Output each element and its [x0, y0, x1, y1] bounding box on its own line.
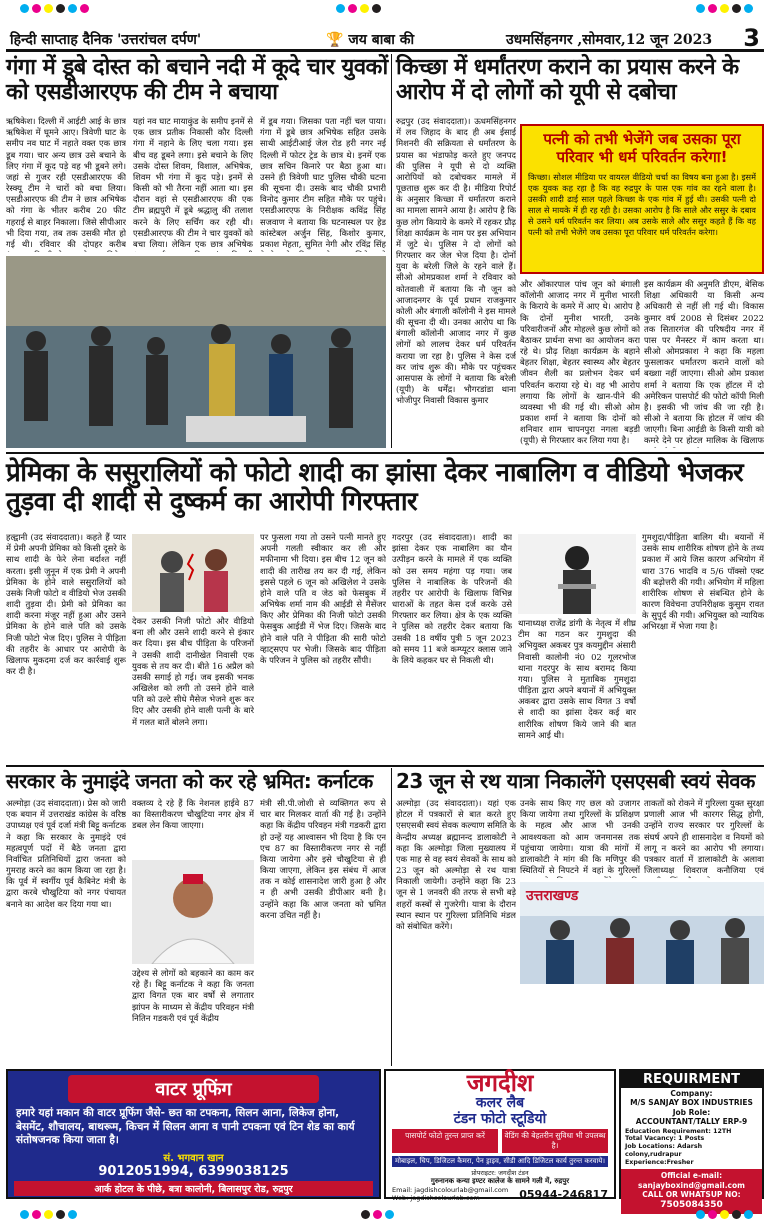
story3-col3: पर फुसला गया तो उसने पत्नी मानते हुए अपनी गलती स्वीकार कर ली और मफीनामा भी दिया। इस बीच 12 जून को शादी की तारीख तय कर दी गई, लेकिन इससे पहले 6 जून को अखिलेश ने उसके होने वाले पति व जेठ को फेसबुक में अभिषेक शर्मा नाम की आईडी से मैसेंजर किए और प्रेमिका की निजी फोटो उसकी फेसबुक आईडी में भेज दिए। जिसके बाद होने वाले पति ने पीड़िता की सारी फोटो व्हाट्सएप पर भेजी। जिसके बाद पीड़िता के परिजन ने पुलिस को तहरीर सौंपी। [260, 532, 386, 665]
job-requirement-ad [619, 1069, 764, 1211]
job-email-label: Official e-mail: [660, 1170, 723, 1180]
story5-press-photo [520, 882, 764, 984]
job-vacancy: Total Vacancy: 1 Posts [625, 1135, 705, 1143]
colour-lab-ad [384, 1069, 616, 1203]
registration-dots-bottom-right [696, 1210, 753, 1219]
arrest-illustration [518, 534, 636, 614]
job-role-label: Job Role: [672, 1107, 711, 1117]
water-ad-body: हमारे यहां मकान की वाटर प्रूफिंग जैसे- छत का टपकना, सिलन आना, लिकेज होना, बेसमेंट, शौचालय, बाथरूम, किचन में सिलन आना व पानी टपकना एवं टिन शेड का कार्य संतोषजनक किया जाता है। [16, 1107, 355, 1147]
newspaper-page [6, 4, 764, 1222]
story3-headline: प्रेमिका के ससुरालियों को फोटो शादी का झांसा देकर नाबालिग व वीडियो भेजकर तुड़वा दी शादी से दुष्कर्म का आरोपी गिरफ्तार [6, 458, 744, 518]
job-location: Job Locations: Adarsh colony,rudrapur [625, 1143, 703, 1159]
registration-dots-bottom-left [20, 1210, 77, 1219]
lab-web: Web: jagdishcolourlab.com [392, 1194, 480, 1203]
job-call-label: CALL OR WHATSUP NO: [642, 1190, 741, 1200]
story3-col6: गुमशुदा/पीड़िता बालिग थी। बयानों में उसके साथ शारीरिक शोषण होने के तथ्य प्रकाश में आये जिस कारण अभियोग में धारा 376 भादवि व 5/6 पॉक्सो एक्ट की बढ़ोत्तरी की गयी। अभियोग में महिला शारीरिक शोषण से संबन्धित होने के कारण विवेचना उपनिरीक्षक कुसुम रावत के सुपुर्द की गयी। अभियुक्त को न्यायिक अभिरक्षा में भेजा गया है। [642, 532, 764, 632]
registration-dots-right [696, 4, 753, 13]
job-company-label: Company: [670, 1089, 713, 1098]
job-education: Education Requirement: 12TH [625, 1127, 732, 1135]
broken-heart-illustration [132, 534, 254, 612]
story4-col2b: उद्देश्य से लोगों को बहकाने का काम कर रहे हैं। बिट्टू कर्नाटक ने कहा कि जनता द्वारा विगत एक बार वर्षों से लगातार झांपन के माध्यम से केंद्रीय परिवहन मंत्री नितिन गडकरी एवं पूर्व केंद्रीय [132, 968, 254, 1023]
lab-services: मोबाइल, चिप, डिजिटल कैमरा, पेन ड्राइव, सीडी आदि डिजिटल कार्य तुरन्त करवाये। [392, 1156, 608, 1167]
story1-col3: में डूब गया। जिसका पता नहीं चल पाया। गंगा में डूबे छात्र अभिषेक सहित उसके साथी आईटीआई जेल रोड हरी नगर नई दिल्ली में फोटर ट्रेड के छात्र थे। इनमें एक छात्र सचिन किनारे पर बैठा हुआ था। उसने ही त्रिवेणी घाट पुलिस चौकी घटना की सूचना दी। उसके बाद चौकी प्रभारी विनोद कुमार टीम सहित मौके पर पहुंचे। एसडीआरएफ के निरीक्षक कविंद्र सिंह सजवाण ने बताया कि घटनास्थल पर हेड कांस्टेबल अर्जुन सिंह, किशोर कुमार, प्रकाश मेहता, सुमित नेगी और रविंद्र सिंह [260, 116, 386, 249]
story2-headline: किच्छा में धर्मांतरण कराने का प्रयास करने के आरोप में दो लोगों को यूपी से दबोचा [396, 55, 739, 105]
story3-col1: हल्द्वानी (उद संवाददाता)। कहते हैं प्यार में प्रेमी अपनी प्रेमिका को किसी दूसरे के साथ शादी के फेरे लेना बर्दाश्त नहीं करता। इसी जुनून में एक प्रेमी ने अपनी प्रेमिका के होने वाले ससुरालियों को उसके निजी फोटो व वीडियो भेज उसकी शादी तुड़वा दी। प्रेमी को प्रेमिका का शादी करना मंजूर नहीं हुआ और उसने प्रेमिका के होने वाले पति को उसके निजी फोटो भेज दिए। पुलिस ने पीड़िता की तहरीर के आधार पर आरोपी के खिलाफ मुकदमा दर्ज कर कार्रवाई शुरू कर दी है। [6, 532, 126, 677]
story3-arrest-photo [518, 534, 636, 614]
story2-pull-quote: पत्नी को तभी भेजेंगे जब उसका पूरा परिवार भी धर्म परिवर्तन करेगा! [543, 130, 741, 166]
story2-box-text: किच्छा। सोशल मीडिया पर वायरल वीडियो चर्चा का विषय बना हुआ है। इसमें एक युवक कह रहा है कि वह रुद्रपुर के पास एक गांव का रहने वाला है। उसकी शादी ढाई साल पहले किच्छा के एक गांव में हुई थी। उसकी पत्नी दो साल से मायके में ही रह रही है। उसका आरोप है कि साले और ससुर के दबाव से उसने धर्म परिवर्तन कर लिया। अब उसके साले और ससुर कहते हैं कि वह पत्नी को तभी भेजेंगे जब उसका पूरा परिवार धर्म परिवर्तन करेगा। [528, 172, 756, 237]
job-email: sanjayboxind@gmail.com [638, 1180, 745, 1190]
story3-col4: गदरपुर (उद संवाददाता)। शादी का झांसा देकर एक नाबालिग का यौन उत्पीड़न करने के मामले में एक व्यक्ति को उस समय महंगा पड़ गया। जब पुलिस ने नाबालिक के परिजनों की तहरीर पर आरोपी के खिलाफ विभिन्न धाराओं के तहत केस दर्ज करके उसे गिरफ्तार कर लिया। क्षेत्र के एक व्यक्ति ने पुलिस को तहरीर देकर बताया कि उसकी 18 वर्षीय पुत्री 5 जून 2023 को समय 11 बजे कम्प्यूटर क्लास जाने के लिये कहकर घर से निकली थी। [392, 532, 512, 665]
column-rule [391, 768, 392, 1066]
story2-highlight-box [520, 124, 764, 274]
column-rule [391, 54, 392, 448]
lab-ad-subtitle: कलर लैब [475, 1095, 525, 1112]
water-ad-address: आर्क होटल के पीछे, बत्रा कालोनी, बिलासपुर रोड, रुद्रपुर [14, 1181, 373, 1196]
registration-dots-left [20, 4, 89, 13]
water-ad-phones: 9012051994, 6399038125 [98, 1163, 289, 1179]
registration-dots-bottom-center [361, 1210, 394, 1219]
job-company: M/S SANJAY BOX INDUSTRIES [630, 1098, 753, 1108]
story5-headline: 23 जून से रथ यात्रा निकालेंगे एसएसबी स्वयं सेवक [396, 769, 755, 793]
masthead [6, 24, 764, 52]
story2-col2: और ओंकारपाल पांच जून को बंगाली कॉलोनी आजाद नगर में मुनीश भारती के किराये के कमरे में आए थे। आरोप है कि दोनों मुनीश भारती, उनके परिवारीजनों और मोहल्ले कुछ लोगों को बैठाकर प्रार्थना सभा का आयोजन करा रहे थे। प्रौढ़ शिक्षा कार्यक्रम के बहाने बेहतर शिक्षा, बेहतर स्वास्थ्य और बेहतर जीवन शैली का प्रलोभन देकर धर्म परिवर्तन कराया रहे थे। वह भी आरोप लगाया कि लोगों के खान-पीने की व्यवस्था भी की गई थी। सीओ ओम प्रकाश शर्मा ने बताया कि दोनों को शनिवार शाम चापनपुरा नगला बड़डी (यूपी) से गिरफ्तार कर लिया गया है। [520, 279, 640, 446]
lab-sub-caption: प्रोपराइटर: जगदीश टंडन [471, 1168, 529, 1177]
water-ad-title: वाटर प्रूफिंग [68, 1075, 319, 1103]
story5-col3: ताकतों को रोकने में गुरिल्ला युक्त सुरक्षा प्रणाली आज भी कारगर सिद्ध होगी, उन्होंने राज्य सरकार पर गुरिल्लों के संघर्ष अपने ही शासनादेश व नियमों को लागू न करने का आरोप भी लगाया। पत्रकार वार्ता में डालाकोटी के अलावा जिलाध्यक्ष शिवराज कनौजिया एवं [644, 798, 764, 876]
story1-headline: गंगा में डूबे दोस्त को बचाने नदी में कूदे चार युवकों को एसडीआरएफ की टीम ने बचाया [6, 55, 388, 105]
story2-col1: रुद्रपुर (उद संवाददाता)। ऊधमसिंहनगर में लव जिहाद के बाद ही अब ईसाई मिशनरी की सक्रियता से धर्मांतरण के प्रयास का भंडाफोड़ करते हुए जनपद की पुलिस ने यूपी से दो व्यक्ति आरोपियों को दबोचकर मामले में पूछताछ शुरू कर दी है। मीडिया रिपोर्ट के अनुसार किच्छा में धर्मांतरण कराने का मामला सामने आया है। आरोप है कि कुछ लोग कियाये के कमरे में रहकर प्रौढ़ शिक्षा कार्यक्रम के नाम पर इस अभियान में जुटे थे। पुलिस ने दो लोगों को गिरफ्तार कर जेल भेज दिया है। दोनों युवा के बरेली जिले के रहने वाले हैं। सीओ ओमप्रकाश शर्मा ने रविवार को कोतवाली में बताया कि नौ जून को आजादनगर के पूर्व प्रधान राजकुमार कोली और बंगाली कॉलोनी ने इस मामले की सूचना दी थी। उनका आरोप था कि बंगाली कॉलोनी आजाद नगर में कुछ लोगों को लालच देकर धर्म परिवर्तन कराया जा रहा है। पुलिस ने केस दर्ज कर जांच शुरू की। मौके पर पहुंचकर आसपास के लोगों ने बताया कि बरेली (यूपी) के धर्मेंद्र। भौगरडांडा थाना भोजीपुर निवासी विकास कुमार [396, 116, 516, 406]
job-role: ACCOUNTANT/TALLY ERP-9 [635, 1117, 748, 1127]
story3-col2: देकर उसकी निजी फोटो और वीडियो बना ली और उसने शादी करने से इंकार कर दिया। इस बीच पीड़िता के परिजनों ने उसकी शादी दानीखेत निवासी एक युवक से तय कर दी। बीते 16 अप्रैल को उसकी सगाई हो गई। जब इसकी भनक अखिलेश को लगी तो उसने होने वाले पति को उल्टे सीधे मैसेज भेजने शुरू कर दिए और उसकी होने वाली पत्नी के बारे में गलत बातें बोलने लगा। [132, 616, 254, 727]
story4-col1: अल्मोड़ा (उद संवाददाता)। प्रेस को जारी एक बयान में उत्तराखंड कांग्रेस के वरिष्ठ उपाध्यक्ष एवं पूर्व दर्जा मंत्री बिट्टू कर्नाटक ने कहा कि सरकार के नुमाइंदे एवं महत्वपूर्ण पदों में बैठे जनता द्वारा निर्वाचित प्रतिनिधियों द्वारा जनता को गुमराह करने का काम किया जा रहा है। कि पूर्व में स्वर्गीय पूर्व कैबिनेट मंत्री के द्वारा करबे चौखुटिया को नगर पंचायत बनाने का आदेश कर दिया गया था। [6, 798, 126, 909]
job-experience: Experience:Fresher [625, 1158, 694, 1166]
story1-rescue-photo [6, 256, 386, 448]
story1-col1: ऋषिकेश। दिल्ली में आईटी आई के छात्र ऋषिकेश में घूमने आए। त्रिवेणी घाट के समीप नव घाट में नहाते वक्त एक छात्र डूब गया। चार अन्य छात्र उसे बचाने के लिए गंगा में कूद पड़े वह भी डूबने लगे। जहां से गुजर रही एसडीआरएफ की रेस्क्यू टीम ने चारों को बचा लिया। एसडीआरएफ की टीम ने छात्र अभिषेक को गंगा के भीतर करीब 20 फीट गहराई से बाहर निकाला। जिसे सीपीआर भी दिया गया, तब तक उसकी मौत हो गई थी। रविवार की दोपहर करीब [6, 116, 126, 249]
lab-phone: 05944-246817 [519, 1187, 608, 1201]
lab-offer-wedding: वेडिंग की बेहतरीन सुविधा भी उपलब्ध है। [502, 1129, 608, 1153]
paper-name: हिन्दी साप्ताह दैनिक 'उत्तरांचल दर्पण' [10, 32, 202, 48]
section-rule [6, 452, 764, 454]
lab-address: गुरुनानक कन्या इण्टर कालेज के सामने गली में, रुद्रपुर [430, 1176, 570, 1185]
story4-col3: मंत्री सी.पी.जोशी से व्यक्तिगत रूप से चार बार मिलकर वार्ता की गई है। उन्होंने कहा कि केंद्रीय परिवहन मंत्री गडकरी द्वारा हो उन्हें यह आश्वासन भी दिया है कि एन एच 87 का विस्तारीकरण नगर से नहीं किया जायेगा और इसे चौखुटिया से ही किया जाएगा, लेकिन इस संबंध में आज तक न कोई शासनादेश जारी हुआ है और न ही अभी उसकी डीपीआर बनी है। उन्होंने कहा कि आज जनता को भ्रमित करना उचित नहीं है। [260, 798, 386, 920]
story1-col2: यहां नव घाट मायाकुंड के समीप इनमें से एक छात्र प्रतीक निकासी कौर दिल्ली गंगा में नहाने के लिए चला गया। इस बीच वह डूबने लगा। इसे बचाने के लिए उसके दोस्त शिवम, विशाल, अभिषेक, शिवम भी गंगा में कूद पड़े। इनमें से किसी को भी तैरना नहीं आता था। इस दौरान वहां से एसडीआरएफ की एक टीम ब्रह्मपुरी में डूबे श्रद्धालु की तलाश करने के लिए सर्चिंग कर रही थी। एसडीआरएफ की टीम ने चार युवकों को बचा लिया। लेकिन एक छात्र अभिषेक [133, 116, 253, 249]
job-phone: 7505084350 [660, 1200, 723, 1211]
story4-portrait [132, 860, 254, 964]
water-ad-contact: सं. भगवान खान [163, 1152, 224, 1164]
story5-col1: अल्मोड़ा (उद संवाददाता)। यहां एक होटल में पत्रकारों से बात करते हुए एसएसबी स्वयं सेवक कल्याण समिति के केन्द्रीय अध्यक्ष ब्रह्मानन्द डालाकोटी ने कहा कि अल्मोड़ा जिला मुख्यालय में एक माह से वह स्वयं सेवकों के साथ को 23 जून को अल्मोड़ा से रथ यात्रा निकाली जायेगी। उन्होंने कहा कि 23 जून से 1 जनवरी की तरफ से सभी बड़े शहरों कस्बों से गुजरेगी। यात्रा के दौरान स्थान स्थान पर गुरिल्ला प्रतिनिधि मंडल को संबोधित करेंगे। [396, 798, 516, 931]
dateline: उधमसिंहनगर ,सोमवार,12 जून 2023 [506, 32, 713, 48]
water-proofing-ad [6, 1069, 381, 1199]
story2-col3: इस कार्यक्रम की अनुमति डीएम, बेसिक शिक्षा अधिकारी या किसी अन्य अधिकारी से नहीं ली गई थी। विकास कुमार वर्ष 2008 से दिसंबर 2022 तक सितारगंज की परिषदीय नगर में पास पर मैनस्टर में काम करता था। सीओ ओमप्रकाश ने कहा कि महला फुसलाकर धर्मांतरण कराने वालों को बख्शा नहीं जाएगा। सीओ ओम प्रकाश शर्मा ने बताया कि एक हॉटल में दो अमेरिकन पासपोर्ट की फोटो कॉपी मिली है। इसकी भी जांच की जा रही है। सीओ ने बताया कि होटल में जांच की जाएगी। बिना आईडी के किसी यात्री को कमरे देने पर होटल मालिक के खिलाफ [644, 279, 764, 446]
portrait-illustration [132, 860, 254, 964]
lab-ad-subtitle2: टंडन फोटो स्टूडियो [453, 1110, 547, 1127]
trophy-icon: 🏆 [326, 32, 344, 48]
story5-col2: उनके साथ किए गए छल को उजागर किया जायेगा तथा गुरिल्लों के प्रशिक्षण के महत्व और आज भी उनकी आवश्यकता को आम जनमानस तक पहुंचाया जायेगा। यात्रा की मांगों में डालाकोटी ने मांग की कि मणिपुर की स्थितियों से निपटने में वहां के गुरिल्लों [520, 798, 640, 876]
story5-photo-caption: उत्तराखण्ड [526, 888, 579, 904]
slogan: 🏆 जय बाबा की [326, 32, 415, 48]
job-ad-title: REQUIRMENT [621, 1071, 762, 1088]
lab-email: Email: jagdishcolourlab@gmail.com [392, 1185, 509, 1194]
rescue-scene-illustration [6, 256, 386, 448]
lab-ad-title: जगदीश [466, 1069, 534, 1097]
story4-col2: वक्तव्य दे रहे हैं कि नेशनल हाईवे 87 का विस्तारीकरण चौखुटिया नगर क्षेत्र में डबल लेन किया जाएगा। [132, 798, 254, 831]
story4-headline: सरकार के नुमाइंदे जनता को कर रहे भ्रमित: कर्नाटक [6, 769, 373, 793]
registration-dots-center [336, 4, 381, 13]
section-rule [6, 765, 764, 767]
story3-col5: थानाध्यक्ष राजेंद्र डांगी के नेतृत्व में शीघ्र टीम का गठन कर गुमशुदा की अभियुक्त अकबर पुत्र कयमुद्दीन अंसारी निवासी कालोनी नं0 02 गूलरभोज थाना गदरपुर के साथ बरामद किया गया। पुलिस ने मुताबिक गुमशुदा पीड़िता द्वारा अपने बयानों में अभियुक्त अकबर द्वारा उसके साथ विगत 3 वर्षों से शादी का झांसा देकर कई बार शारीरिक शोषण किये जाने की बात सामने आई थी। [518, 618, 636, 740]
page-number: 3 [743, 24, 760, 52]
story3-couple-photo [132, 534, 254, 612]
lab-offer-passport: पासपोर्ट फोटो तुरन्त प्राप्त करें [392, 1129, 498, 1153]
